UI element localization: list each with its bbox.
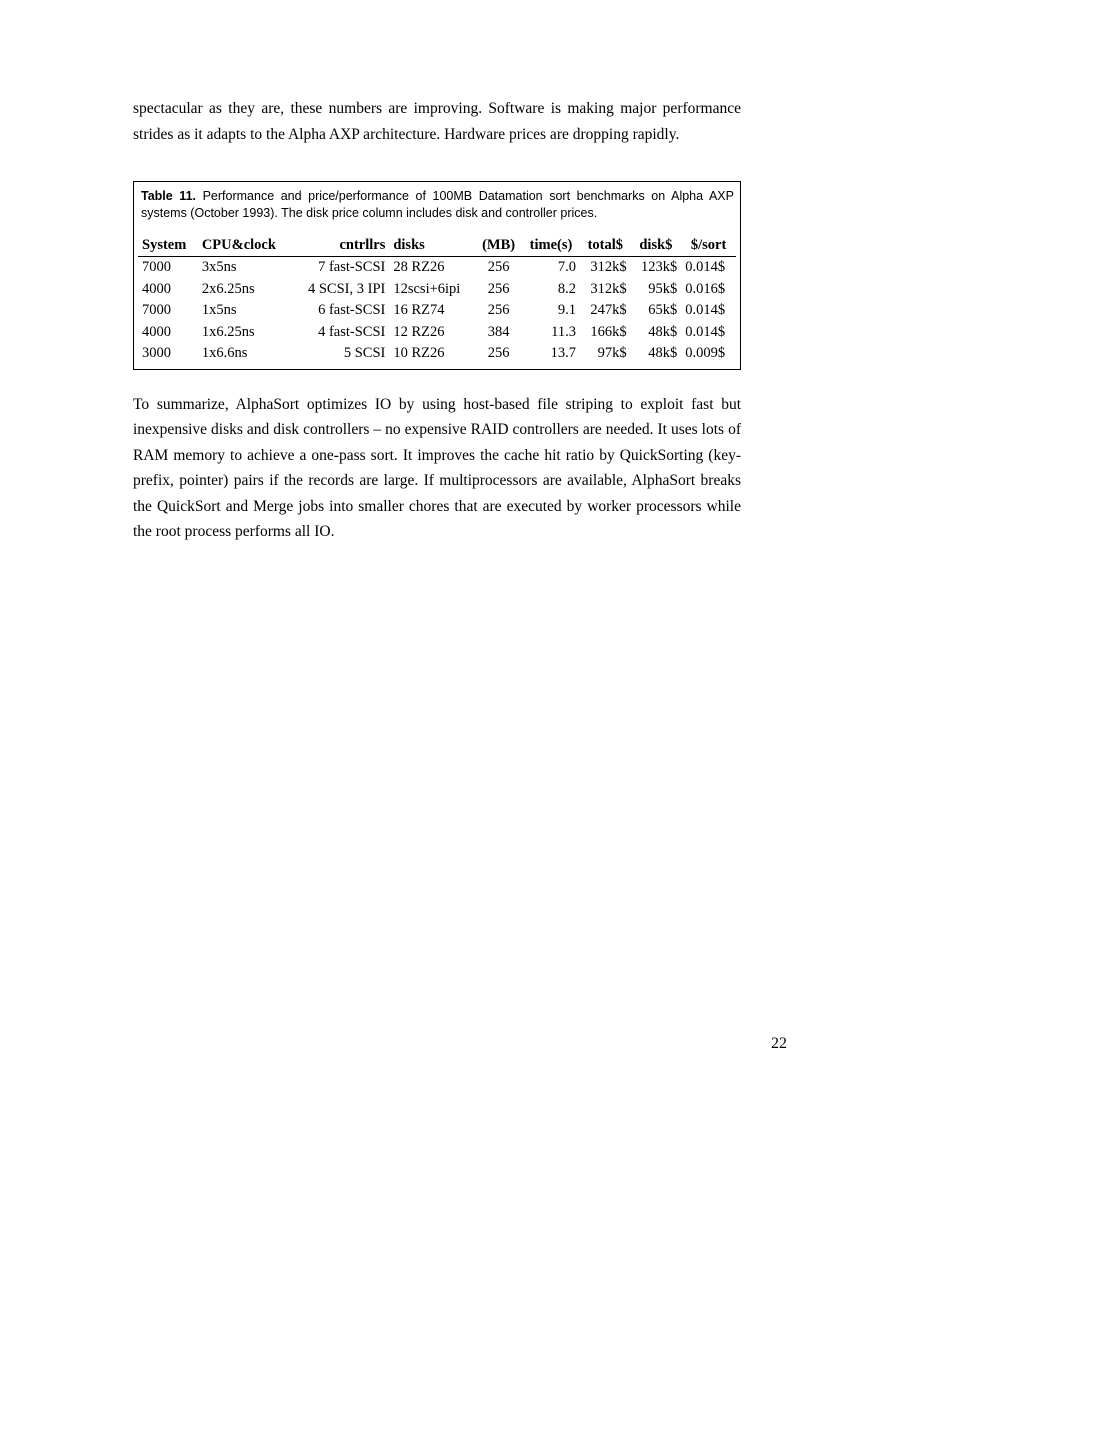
cell-per-sort: 0.016$: [685, 280, 726, 297]
cell-time: 13.7: [550, 345, 576, 361]
cell-system: 4000: [142, 323, 171, 340]
column-header-mb: (MB): [475, 236, 522, 257]
table-row: [138, 322, 736, 344]
cell-system: 3000: [142, 345, 171, 361]
column-header-system: System: [138, 236, 198, 257]
column-header-time: time(s): [522, 236, 580, 257]
paragraph-above-table: spectacular as they are, these numbers are improving. Software is making major performance strides as it adapts to the Alpha AXP architecture. Hardware prices are dropping rapidly.: [133, 100, 741, 143]
cell-disk: 48k$: [648, 323, 678, 340]
cell-cntrllrs: 4 SCSI, 3 IPI: [307, 280, 386, 297]
column-header-dollars-per-sort: $/sort: [681, 236, 736, 257]
cell-disks: 28 RZ26: [393, 259, 445, 275]
cell-total: 247k$: [590, 302, 627, 318]
benchmark-table: [138, 236, 736, 365]
cell-system: 4000: [142, 280, 171, 297]
table-row: [138, 300, 736, 322]
table-caption-label: Table 11.: [141, 189, 196, 203]
cell-per-sort: 0.009$: [685, 345, 726, 361]
cell-per-sort: 0.014$: [685, 323, 726, 340]
cell-cpu: 3x5ns: [201, 259, 237, 275]
cell-disks: 10 RZ26: [393, 345, 445, 361]
cell-cntrllrs: 4 fast-SCSI: [318, 323, 386, 340]
cell-time: 9.1: [557, 302, 576, 318]
cell-total: 166k$: [590, 323, 627, 340]
cell-time: 7.0: [557, 259, 576, 275]
cell-per-sort: 0.014$: [685, 259, 726, 275]
column-header-disks: disks: [389, 236, 475, 257]
table-caption: [138, 188, 736, 221]
cell-total: 312k$: [590, 259, 627, 275]
cell-mb: 384: [487, 323, 510, 340]
cell-disk: 95k$: [648, 280, 678, 297]
cell-cntrllrs: 5 SCSI: [343, 345, 386, 361]
cell-cpu: 1x6.6ns: [201, 345, 248, 361]
cell-disks: 12scsi+6ipi: [393, 280, 461, 297]
table-row: [138, 257, 736, 279]
cell-cntrllrs: 6 fast-SCSI: [318, 302, 386, 318]
table-row: [138, 343, 736, 365]
table-row: [138, 279, 736, 301]
page-content: [133, 96, 741, 545]
cell-total: 97k$: [597, 345, 627, 361]
table-11-container: [133, 181, 741, 370]
table-header-row: [138, 236, 736, 257]
cell-cpu: 1x6.25ns: [201, 323, 255, 340]
cell-disk: 123k$: [640, 259, 678, 275]
cell-cpu: 2x6.25ns: [201, 280, 255, 297]
page-number: 22: [771, 1035, 787, 1052]
cell-mb: 256: [487, 345, 510, 361]
cell-system: 7000: [142, 259, 171, 275]
cell-disk: 48k$: [648, 345, 678, 361]
cell-disk: 65k$: [648, 302, 678, 318]
cell-time: 8.2: [557, 280, 576, 297]
cell-disks: 12 RZ26: [393, 323, 445, 340]
cell-cpu: 1x5ns: [201, 302, 237, 318]
table-caption-text: Performance and price/performance of 100MB Datamation sort benchmarks on Alpha AXP systems (October 1993). The disk price column includes disk and controller prices.: [141, 189, 734, 220]
cell-time: 11.3: [551, 323, 576, 340]
column-header-cntrllrs: cntrllrs: [292, 236, 390, 257]
column-header-disk-dollars: disk$: [631, 236, 682, 257]
cell-mb: 256: [487, 302, 510, 318]
paragraph-below-table: To summarize, AlphaSort optimizes IO by using host-based file striping to exploit fast but inexpensive disks and disk controllers – no expensive RAID controllers are needed. It uses lots of RAM memory to achieve a one-pass sort. It improves the cache hit ratio by QuickSorting (key-prefix, pointer) pairs if the records are large. If multiprocessors are available, AlphaSort breaks the QuickSort and Merge jobs into smaller chores that are executed by worker processors while the root process performs all IO.: [133, 395, 741, 540]
cell-total: 312k$: [590, 280, 627, 297]
cell-mb: 256: [487, 280, 510, 297]
cell-system: 7000: [142, 302, 171, 318]
column-header-cpu-clock: CPU&clock: [198, 236, 292, 257]
paragraph-spacer: [133, 370, 741, 392]
cell-per-sort: 0.014$: [685, 302, 726, 318]
cell-disks: 16 RZ74: [393, 302, 445, 318]
cell-cntrllrs: 7 fast-SCSI: [318, 259, 386, 275]
cell-mb: 256: [487, 259, 510, 275]
column-header-total-dollars: total$: [580, 236, 631, 257]
